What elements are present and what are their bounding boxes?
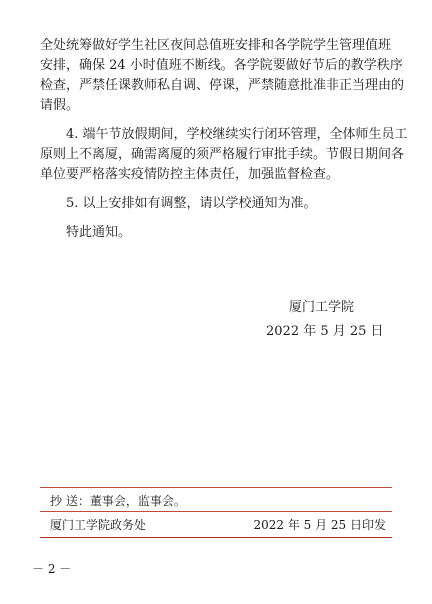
print-date: 2022 年 5 月 25 日印发: [253, 518, 386, 532]
paragraph-4: [40, 223, 392, 243]
paragraph-3: [40, 194, 392, 214]
text-line: 检查，严禁任课教师私自调、停课，严禁随意批准非正当理由的: [40, 78, 405, 93]
text-line: 请假。: [40, 98, 80, 113]
text-line: 全处统筹做好学生社区夜间总值班安排和各学院学生管理值班: [40, 38, 392, 53]
footer-middle-rule: [40, 511, 392, 512]
issuing-line: [40, 516, 392, 533]
issuer-name: 厦门工学院: [289, 300, 355, 315]
closing-line: 特此通知。: [66, 225, 132, 240]
paragraph-2: [40, 125, 408, 185]
text-line: 4. 端午节放假期间，学校继续实行闭环管理，全体师生员工: [66, 127, 408, 142]
text-line: 安排，确保 24 小时值班不断线。各学院要做好节后的教学秩序: [40, 58, 403, 73]
cc-label: 抄 送：: [50, 494, 90, 508]
page-number: － 2 －: [32, 562, 72, 576]
text-line: 5. 以上安排如有调整，请以学校通知为准。: [66, 196, 317, 211]
footer-top-rule: [40, 487, 392, 488]
document-body: [40, 36, 408, 243]
text-line: 原则上不离厦，确需离厦的须严格履行审批手续。节假日期间各: [40, 147, 405, 162]
issuing-office: 厦门工学院政务处: [50, 518, 147, 532]
text-line: 单位要严格落实疫情防控主体责任，加强监督检查。: [40, 167, 340, 182]
footer-bottom-rule: [40, 537, 392, 538]
cc-line: [40, 492, 392, 509]
cc-recipients: 董事会，监事会。: [89, 494, 186, 508]
issue-date: 2022 年 5 月 25 日: [266, 324, 384, 339]
paragraph-1: [40, 36, 405, 116]
